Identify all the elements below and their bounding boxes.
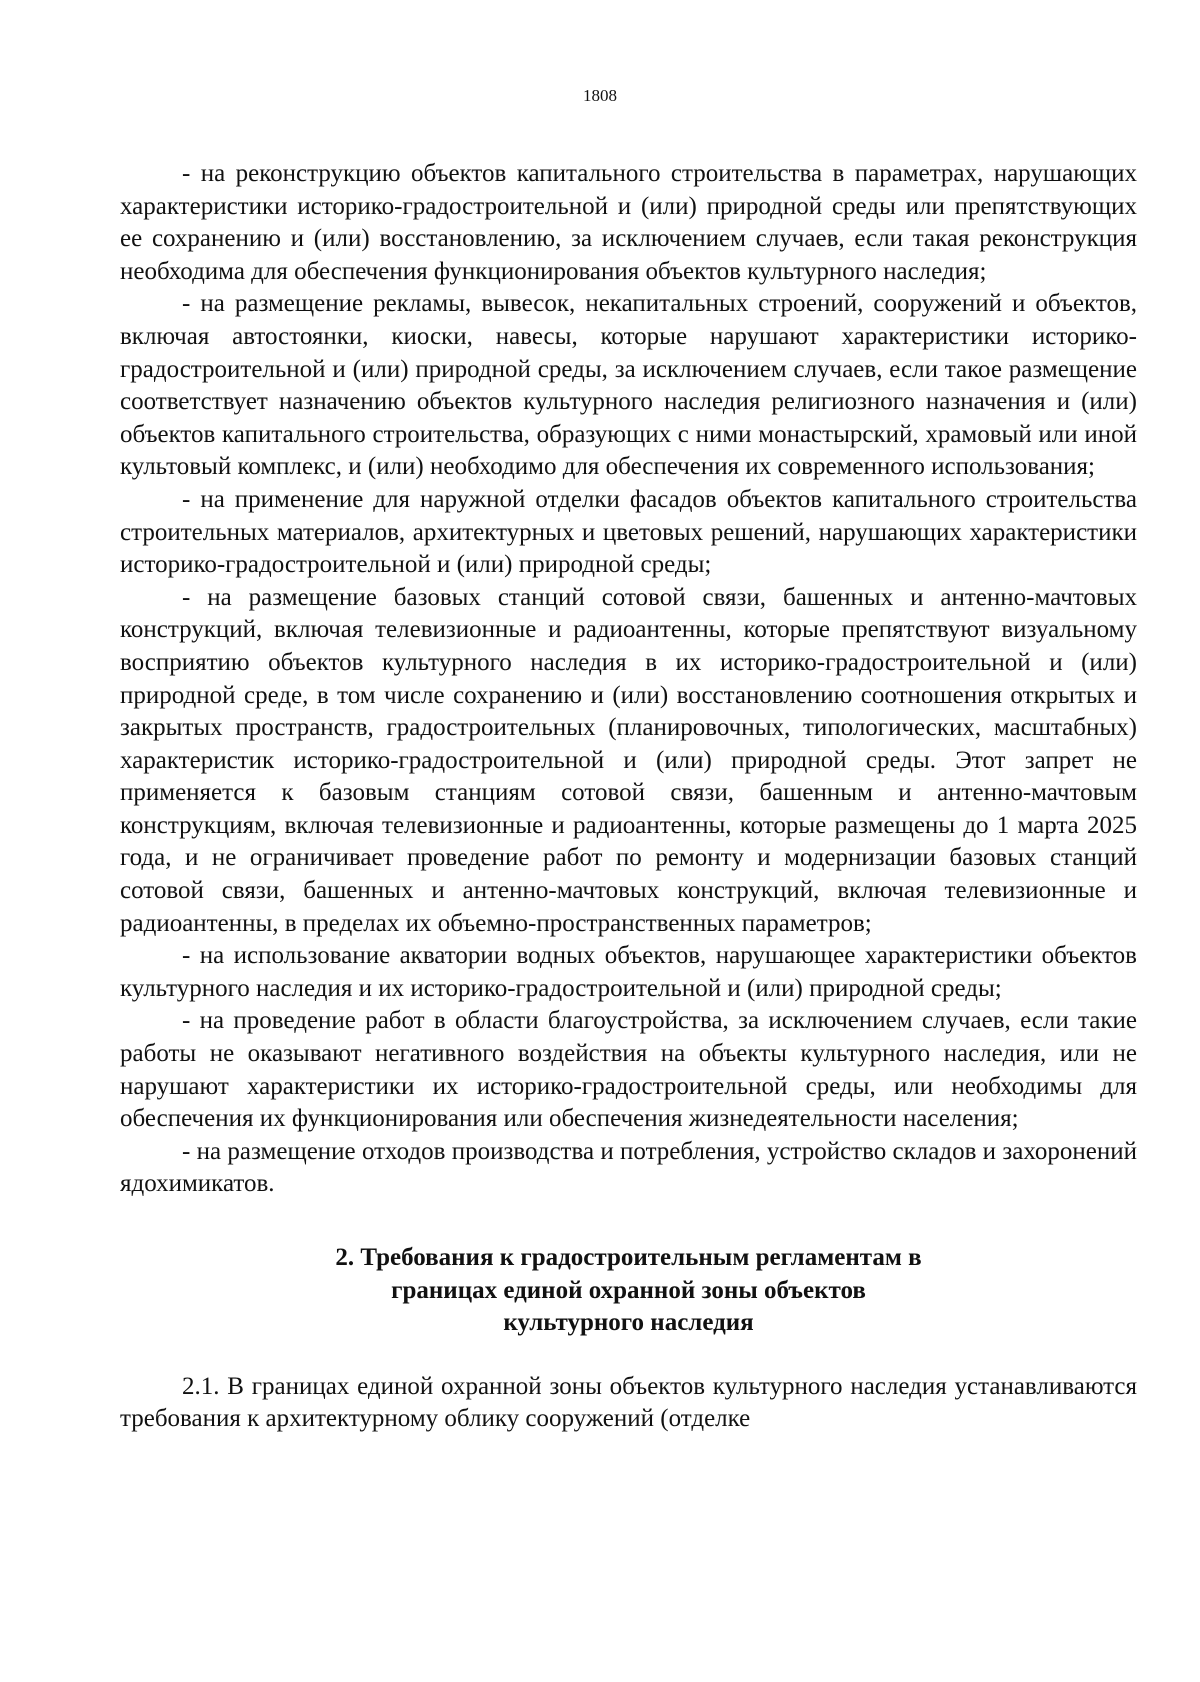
- document-body: [120, 158, 1137, 1436]
- paragraph-landscaping: - на проведение работ в области благоустройства, за исключением случаев, если такие работы не оказывают негативного воздействия на объекты культурного наследия, или не нарушают характеристики их историко-градостроительной среды, или необходимы для обеспечения их функционирования или обеспечения жизнедеятельности населения;: [120, 1007, 1137, 1133]
- paragraph-waste: - на размещение отходов производства и потребления, устройство складов и захоронений ядохимикатов.: [120, 1137, 1137, 1198]
- paragraph-base-stations: - на размещение базовых станций сотовой связи, башенных и антенно-мачтовых конструкций, включая телевизионные и радиоантенны, которые препятствуют визуальному восприятию объектов культурного наследия в их историко-градостроительной и (или) природной среде, в том числе сохранению и (или) восстановлению соотношения открытых и закрытых пространств, градостроительных (планировочных, типологических, масштабных) характеристик историко-градостроительной и (или) природной среды. Этот запрет не применяется к базовым станциям сотовой связи, башенным и антенно-мачтовым конструкциям, включая телевизионные и радиоантенны, которые размещены до 1 марта 2025 года, и не ограничивает проведение работ по ремонту и модернизации базовых станций сотовой связи, башенных и антенно-мачтовых конструкций, включая телевизионные и радиоантенны, в пределах их объемно-пространственных параметров;: [120, 583, 1137, 937]
- section-heading: [120, 1242, 1137, 1340]
- section-heading-line: 2. Требования к градостроительным регламентам в: [335, 1244, 922, 1271]
- paragraph-facade-finishing: - на применение для наружной отделки фасадов объектов капитального строительства строительных материалов, архитектурных и цветовых решений, нарушающих характеристики историко-градостроительной и (или) природной среды;: [120, 485, 1137, 579]
- paragraph-water-area: - на использование акватории водных объектов, нарушающее характеристики объектов культурного наследия и их историко-градостроительной и (или) природной среды;: [120, 942, 1137, 1002]
- page-number: 1808: [583, 86, 617, 105]
- section-heading-line: границах единой охранной зоны объектов: [391, 1276, 866, 1304]
- paragraph-reconstruction: - на реконструкцию объектов капитального строительства в параметрах, нарушающих характеристики историко-градостроительной и (или) природной среды или препятствующих ее сохранению и (или) восстановлению, за исключением случаев, если такая реконструкция необходима для обеспечения функционирования объектов культурного наследия;: [120, 160, 1137, 285]
- section-heading-line: культурного наследия: [503, 1309, 754, 1337]
- paragraph-section-2-1: 2.1. В границах единой охранной зоны объектов культурного наследия устанавливаются требования к архитектурному облику сооружений (отделке: [120, 1372, 1137, 1433]
- paragraph-advertising: - на размещение рекламы, вывесок, некапитальных строений, сооружений и объектов, включая автостоянки, киоски, навесы, которые нарушают характеристики историко-градостроительной и (или) природной среды, за исключением случаев, если такое размещение соответствует назначению объектов культурного наследия религиозного назначения и (или) объектов капитального строительства, образующих с ними монастырский, храмовый или иной культовый комплекс, и (или) необходимо для обеспечения их современного использования;: [120, 290, 1137, 481]
